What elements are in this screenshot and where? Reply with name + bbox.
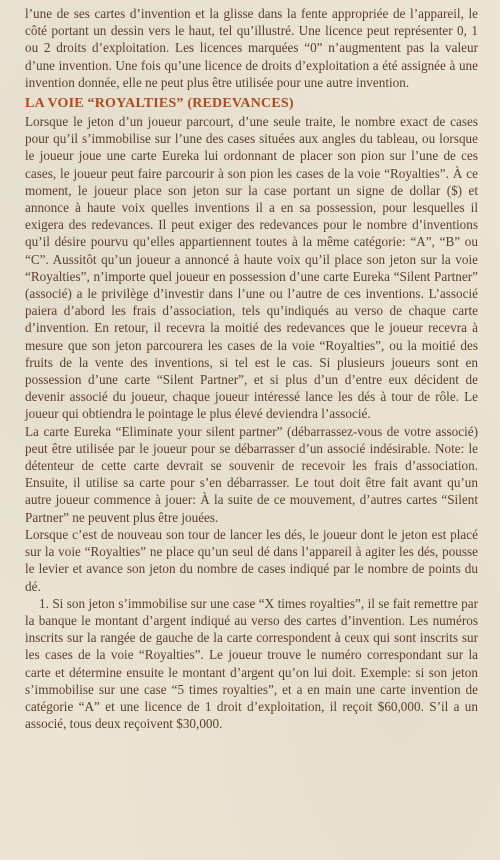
rule-1-paragraph: 1. Si son jeton s’immobilise sur une case “X times royalties”, il se fait remettre par la banque le montant d’argent indiqué au verso des cartes d’invention. Les numéros inscrits sur la rangée de gauche de la carte correspondent à ceux qui sont inscrits sur les cases de la voie “Royalties”. Le joueur trouve le numéro correspondant sur la carte et détermine ensuite le montant d’argent qu’on lui doit. Exemple: si son jeton s’immobilise sur une case “5 times royalties”, et a en main une carte invention de catégorie “A” et une licence de 1 droit d’exploitation, il reçoit $60,000. S’il a un associé, tous deux reçoivent $30,000.	[25, 595, 478, 732]
next-turn-paragraph: Lorsque c’est de nouveau son tour de lancer les dés, le joueur dont le jeton est placé sur la voie “Royalties” ne place qu’un seul dé dans l’appareil à agiter les dés, pousse le levier et avance son jeton du nombre de cases indiqué par le nombre de points du dé.	[25, 526, 478, 594]
eliminate-partner-paragraph: La carte Eureka “Eliminate your silent partner” (débarrassez-vous de votre associé) peut être utilisée par le joueur pour se débarrasser d’un associé indésirable. Note: le détenteur de cette carte devrait se souvenir de recevoir les frais d’association. Ensuite, il utilise sa carte pour s’en débarrasser. Le tout doit être fait avant qu’un autre joueur commence à jouer: À la suite de ce mouvement, d’autres cartes “Silent Partner” ne peuvent plus être jouées.	[25, 423, 478, 525]
royalties-paragraph: Lorsque le jeton d’un joueur parcourt, d’une seule traite, le nombre exact de cases pour qu’il s’immobilise sur l’une des cases situées aux angles du tableau, ou lorsque le joueur joue une carte Eureka lui ordonnant de placer son pion sur l’une de ces cases, le joueur peut faire parcourir à son pion les cases de la voie “Royalties”. À ce moment, le joueur place son jeton sur la case portant un signe de dollar ($) et annonce à haute voix quelles inventions il a en sa possession, pour lesquelles il exigera des redevances. Il peut exiger des redevances pour le nombre d’inventions qu’il désire pourvu qu’elles appartiennent toutes à la même catégorie: “A”, “B” ou “C”. Aussitôt qu’un joueur a annoncé à haute voix qu’il place son jeton sur la voie “Royalties”, n’importe quel joueur en possession d’une carte Eureka “Silent Partner” (associé) a le privilège d’investir dans l’une ou l’autre de ces inventions. L’associé paiera d’abord les frais d’association, tels qu’indiqués au verso de chaque carte d’invention. En retour, il recevra la moitié des redevances que le joueur recevra à mesure que son jeton parcourera les cases de la voie “Royalties”, ou la moitié des fruits de la vente des inventions, si tel est le cas. Si plusieurs joueurs sont en possession d’une carte “Silent Partner”, et si plus d’un d’entre eux décident de devenir associé du joueur, chaque joueur intéressé lance les dés à tour de rôle. Le joueur qui obtiendra le pointage le plus élevé deviendra l’associé.	[25, 114, 478, 422]
intro-paragraph: l’une de ses cartes d’invention et la glisse dans la fente appropriée de l’appareil, le côté portant un dessin vers le haut, tel qu’illustré. Une licence peut représenter 0, 1 ou 2 droits d’exploitation. Les licences marquées “0” n’augmentent pas la valeur d’une invention. Une fois qu’une licence de droits d’exploitation a été assignée à une invention donnée, elle ne peut plus être utilisée pour une autre invention.	[25, 6, 478, 90]
section-heading-royalties: LA VOIE “ROYALTIES” (REDEVANCES)	[25, 96, 294, 112]
